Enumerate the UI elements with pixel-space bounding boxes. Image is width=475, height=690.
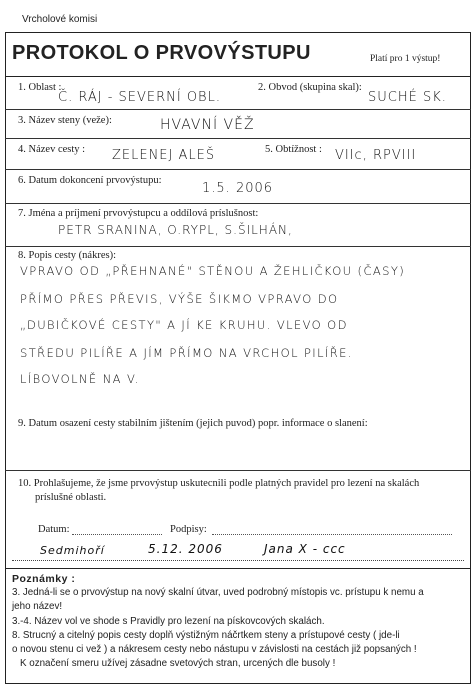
obtiznost-label: 5. Obtížnost : [265, 144, 322, 155]
divider [5, 76, 471, 77]
divider [5, 109, 471, 110]
datum-value[interactable]: 1.5. 2006 [202, 181, 274, 196]
stena-label: 3. Název steny (veže): [18, 115, 112, 126]
jmena-label: 7. Jména a príjmení prvovýstupcu a oddílová príslušnost: [18, 208, 259, 219]
prohlaseni-line-2: príslušné oblasti. [35, 492, 107, 503]
divider [5, 246, 471, 247]
popis-label: 8. Popis cesty (nákres): [18, 250, 116, 261]
popis-line[interactable]: STŘEDU PILÍŘE A JÍM PŘÍMO NA VRCHOL PILÍŘE. [20, 346, 353, 360]
cesta-value[interactable]: ZELENEJ ALEŠ [112, 148, 216, 163]
podpisy-label: Podpisy: [170, 524, 207, 535]
oblast-label: 1. Oblast : [18, 82, 62, 93]
notes-heading: Poznámky : [12, 573, 76, 585]
popis-line[interactable]: VPRAVO OD „PŘEHNANÉ" STĚNOU A ŽEHLIČKOU (ČASY) [20, 264, 406, 278]
form-title: PROTOKOL O PRVOVÝSTUPU [12, 42, 311, 64]
datum2-label: Datum: [38, 524, 70, 535]
note-line: K označení smeru užívej zásadne svetových stran, urcených dle busoly ! [20, 658, 336, 669]
prohlaseni-line-1: 10. Prohlašujeme, že jsme prvovýstup uskutecnili podle platných pravidel pro lezení na skalách [18, 478, 420, 489]
divider [5, 568, 471, 569]
note-line: 3.-4. Název vol ve shode s Pravidly pro lezení na pískovcových skalách. [12, 616, 325, 627]
obvod-value[interactable]: SUCHÉ SK. [368, 90, 447, 105]
sign-date[interactable]: 5.12. 2006 [148, 542, 223, 556]
note-line: 8. Strucný a citelný popis cesty doplň výstižným náčrtkem steny a prístupové cesty ( jde-li [12, 630, 400, 641]
datum-label: 6. Datum dokoncení prvovýstupu: [18, 175, 162, 186]
popis-line[interactable]: „DUBIČKOVÉ CESTY" A JÍ KE KRUHU. VLEVO OD [20, 318, 348, 332]
cesta-label: 4. Název cesty : [18, 144, 86, 155]
oblast-value[interactable]: Č. RÁJ - SEVERNÍ OBL. [58, 90, 221, 105]
popis-line[interactable]: PŘÍMO PŘES PŘEVIS, VÝŠE ŠIKMO VPRAVO DO [20, 292, 339, 306]
divider [5, 169, 471, 170]
divider [5, 470, 471, 471]
signature[interactable]: Jana X - ccc [264, 542, 346, 556]
datum2-line [72, 534, 162, 535]
osazeni-label: 9. Datum osazení cesty stabilním jištením (jejich puvod) popr. informace o slanení: [18, 418, 368, 429]
jmena-value[interactable]: PETR SRANINA, O.RYPL, S.ŠILHÁN, [58, 223, 293, 237]
sign-place[interactable]: Sedmihoří [40, 544, 105, 557]
obvod-label: 2. Obvod (skupina skal): [258, 82, 362, 93]
podpisy-line [212, 534, 452, 535]
validity-note: Platí pro 1 výstup! [370, 54, 441, 64]
note-line: o novou stenu ci vež ) a nákresem cesty nebo nástupu v závislosti na cestách již popsaných ! [12, 644, 417, 655]
header-org: Vrcholové komisi [22, 14, 98, 25]
divider [5, 138, 471, 139]
note-line: 3. Jedná-li se o prvovýstup na nový skalní útvar, uved podrobný místopis vc. prístupu k nemu a [12, 587, 424, 598]
obtiznost-value[interactable]: VIIc, RPVIII [335, 148, 417, 163]
note-line: jeho název! [12, 601, 63, 612]
popis-line[interactable]: LÍBOVOLNĚ NA V. [20, 372, 140, 386]
sign-line [12, 560, 464, 561]
divider [5, 203, 471, 204]
stena-value[interactable]: HVAVNÍ VĚŽ [160, 117, 255, 133]
